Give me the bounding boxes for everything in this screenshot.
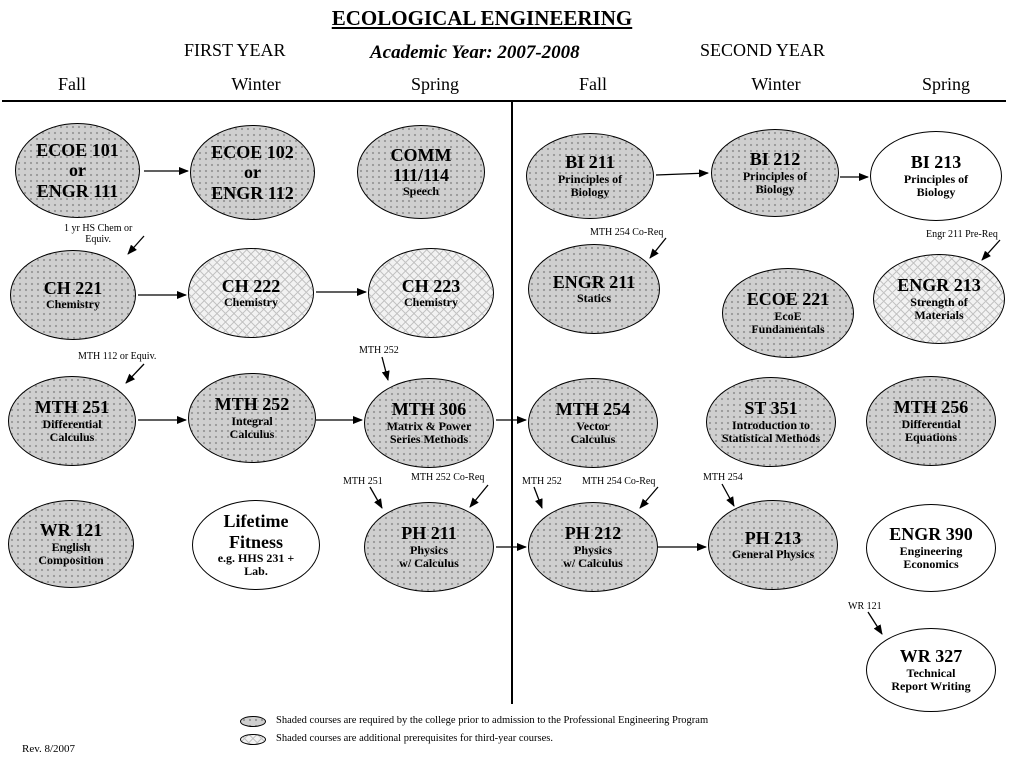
course-mth256: MTH 256 Differential Equations: [866, 376, 996, 466]
note-mth112: MTH 112 or Equiv.: [78, 351, 157, 362]
course-ecoe221: ECOE 221 EcoE Fundamentals: [722, 268, 854, 358]
course-st351: ST 351 Introduction to Statistical Methods: [706, 377, 836, 467]
course-bi213: BI 213 Principles of Biology: [870, 131, 1002, 221]
course-ecoe101: ECOE 101 or ENGR 111: [15, 123, 140, 218]
course-engr390: ENGR 390 Engineering Economics: [866, 504, 996, 592]
arrow-note-engr211-prereq: [982, 240, 1000, 260]
note-mth254-coreq-a: MTH 254 Co-Req: [590, 227, 664, 238]
course-engr213: ENGR 213 Strength of Materials: [873, 254, 1005, 344]
note-wr121: WR 121: [848, 601, 882, 612]
course-wr121: WR 121 English Composition: [8, 500, 134, 588]
arrow-note-mth254-coreq-a: [650, 238, 666, 258]
second-year-heading: SECOND YEAR: [700, 40, 825, 60]
term-winter-year1: Winter: [231, 74, 281, 94]
arrow-note-mth252-a: [382, 357, 388, 380]
legend-required-text: Shaded courses are required by the college prior to admission to the Professional Engineering Program: [276, 715, 709, 726]
legend-required-swatch: [240, 716, 266, 727]
note-mth252-coreq: MTH 252 Co-Req: [411, 472, 485, 483]
course-ch222: CH 222 Chemistry: [188, 248, 314, 338]
revision-date: Rev. 8/2007: [22, 743, 76, 755]
course-wr327: WR 327 Technical Report Writing: [866, 628, 996, 712]
legend-additional-swatch: [240, 734, 266, 745]
academic-year: Academic Year: 2007-2008: [370, 42, 580, 63]
course-bi211: BI 211 Principles of Biology: [526, 133, 654, 219]
note-mth252-b: MTH 252: [522, 476, 562, 487]
arrow-note-mth112: [126, 364, 144, 383]
course-ph212: PH 212 Physics w/ Calculus: [528, 502, 658, 592]
arrow-note-mth254-coreq-b: [640, 487, 658, 508]
arrow-note-mth252-b: [534, 487, 542, 508]
note-mth251: MTH 251: [343, 476, 383, 487]
term-fall-year1: Fall: [57, 74, 86, 94]
page-title: ECOLOGICAL ENGINEERING: [331, 6, 633, 30]
note-hs-chem: 1 yr HS Chem or Equiv.: [64, 223, 133, 245]
arrow-note-mth252-coreq: [470, 485, 488, 507]
term-spring-year1: Spring: [410, 74, 459, 94]
course-ch223: CH 223 Chemistry: [368, 248, 494, 338]
arrow-bi211-bi212: [656, 173, 708, 175]
arrow-note-wr121: [868, 612, 882, 634]
course-mth252: MTH 252 Integral Calculus: [188, 373, 316, 463]
term-fall-year2: Fall: [578, 74, 607, 94]
course-engr211: ENGR 211 Statics: [528, 244, 660, 334]
course-mth254: MTH 254 Vector Calculus: [528, 378, 658, 468]
course-ch221: CH 221 Chemistry: [10, 250, 136, 340]
arrow-note-mth251: [370, 487, 382, 508]
course-lifetime-fitness: Lifetime Fitness e.g. HHS 231 + Lab.: [192, 500, 320, 590]
note-mth254-coreq-b: MTH 254 Co-Req: [582, 476, 656, 487]
note-mth252-a: MTH 252: [359, 345, 399, 356]
term-winter-year2: Winter: [751, 74, 801, 94]
note-mth254: MTH 254: [703, 472, 743, 483]
arrow-note-mth254: [722, 484, 734, 506]
legend-additional-text: Shaded courses are additional prerequisites for third-year courses.: [276, 733, 553, 744]
course-ecoe102: ECOE 102 or ENGR 112: [190, 125, 315, 220]
course-mth251: MTH 251 Differential Calculus: [8, 376, 136, 466]
course-ph213: PH 213 General Physics: [708, 500, 838, 590]
course-comm: COMM 111/114 Speech: [357, 125, 485, 219]
note-engr211-prereq: Engr 211 Pre-Req: [926, 229, 998, 240]
term-spring-year2: Spring: [921, 74, 970, 94]
course-bi212: BI 212 Principles of Biology: [711, 129, 839, 217]
course-mth306: MTH 306 Matrix & Power Series Methods: [364, 378, 494, 468]
first-year-heading: FIRST YEAR: [184, 40, 286, 60]
course-ph211: PH 211 Physics w/ Calculus: [364, 502, 494, 592]
